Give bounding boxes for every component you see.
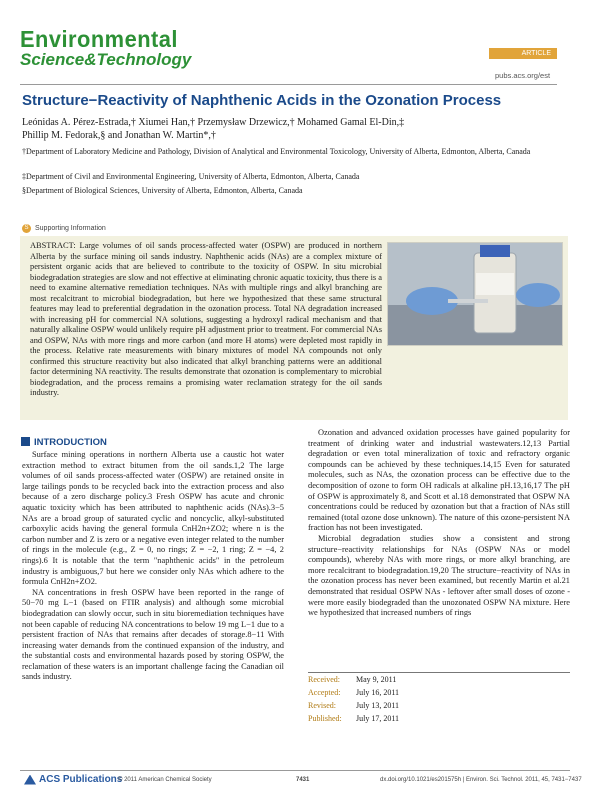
- date-accepted: Accepted: July 16, 2011: [308, 688, 400, 697]
- acs-logo-icon: [24, 775, 36, 785]
- supporting-info-link[interactable]: [22, 224, 106, 233]
- author-line-1: Leónidas A. Pérez-Estrada,† Xiumei Han,† Przemysław Drzewicz,† Mohamed Gamal El-Din,‡: [22, 117, 405, 128]
- body-column-left: [22, 450, 284, 683]
- date-revised: Revised: July 13, 2011: [308, 701, 400, 710]
- article-type-tag: ARTICLE: [489, 48, 557, 59]
- publication-dates: [308, 672, 570, 725]
- paragraph: NA concentrations in fresh OSPW have been reported in the range of 50−70 mg L−1 (based on FTIR analysis) and although some microbial biodegradation can slowly occur, such in situ bioremediation techniques have not been capable of reducing NA concentrations to below 19 mg L−1 due to a persistent fraction of NAs that remains after decades of storage.8−11 With increasing water demands from the continued expansion of the industry, and the substantial costs and environmental hazards posed by storing OSPW, the reclamation of these waters is an important challenge facing the Canadian oil sands industry.: [22, 587, 284, 682]
- copyright-notice: © 2011 American Chemical Society: [118, 777, 212, 783]
- article-title: Structure−Reactivity of Naphthenic Acids in the Ozonation Process: [22, 92, 502, 109]
- section-marker-icon: [21, 437, 30, 446]
- date-published: Published: July 17, 2011: [308, 714, 400, 723]
- journal-logo-environmental: Environmental: [20, 26, 178, 52]
- supporting-info-icon: S: [22, 224, 31, 233]
- section-heading-introduction: INTRODUCTION: [34, 437, 107, 448]
- body-column-right: [308, 428, 570, 619]
- date-received: Received: May 9, 2011: [308, 675, 397, 684]
- paragraph: Surface mining operations in northern Alberta use a caustic hot water extraction method to extract bitumen from the oil sands.1,2 The large volumes of oil sands process-affected water (OSPW) are retained onsite in large tailings ponds to be recycled back into the extraction process and also because of a zero discharge policy.3 Fresh OSPW has acute and chronic aquatic toxicity which has been attributed to naphthenic acids (NAs).3−5 NAs are a broad group of saturated cyclic and noncyclic, alkyl-substituted carboxylic acids having the general formula CnH2n+ZO2; where n is the carbon number and Z is zero or a negative even integer related to the number of rings in the molecule (e.g., Z = 0, no rings; Z = −2, 1 ring; Z = −4, 2 rings).6 It is notable that the term "naphthenic acids" in the petroleum industry is ambiguous,7 but here we consider only NAs which adhere to the formula CnH2n+ZO2.: [22, 450, 284, 587]
- journal-url-link[interactable]: pubs.acs.org/est: [495, 71, 551, 80]
- page-number: 7431: [296, 777, 310, 783]
- acs-publications-logo[interactable]: [24, 774, 122, 785]
- header-divider: [20, 84, 557, 85]
- author-list: [22, 116, 562, 142]
- abstract-text: [30, 241, 558, 399]
- doi-citation[interactable]: dx.doi.org/10.1021/es201575h | Environ. Sci. Technol. 2011, 45, 7431−7437: [380, 777, 582, 783]
- footer-divider: [20, 770, 570, 771]
- paragraph: Ozonation and advanced oxidation processes have gained popularity for treatment of drinking water and industrial wastewaters.12,13 Partial degradation or even total mineralization of toxic and refractory organic compounds can be achieved by these techniques.14,15 Even for saturated molecules, such as NAs, the ozonation process can be effective due to the decomposition of ozone to form OH radicals at alkaline pH.13,16,17 The pH of OSPW is approximately 8, and Scott et al.18 demonstrated that OSPW NA concentrations could be reduced by ozonation but that a fraction of NAs still remained (total ozone dose unknown). The nature of this ozone-persistent NA fraction has not been investigated.: [308, 428, 570, 533]
- affiliation-1: †Department of Laboratory Medicine and Pathology, Division of Analytical and Environmental Toxicology, University of Alberta, Edmonton, Alberta, Canada: [22, 147, 531, 156]
- affiliation-3: §Department of Biological Sciences, University of Alberta, Edmonton, Alberta, Canada: [22, 186, 303, 195]
- author-line-2: Phillip M. Fedorak,§ and Jonathan W. Martin*,†: [22, 130, 216, 141]
- supporting-info-label: Supporting Information: [35, 225, 106, 232]
- paragraph: Microbial degradation studies show a consistent and strong structure−reactivity relationships for NAs (OSPW NAs or model compounds), whereby NAs with more rings, or more alkyl branching, are more recalcitrant to biodegradation.19,20 The structure−reactivity of NAs in the ozonation process has never been examined, but recently Martin et al.21 demonstrated that residual OSPW NAs - leftover after small doses of ozone - were more easily biodegraded than the unozonated OSPW NA mixture. Here we hypothesized that increased numbers of rings: [308, 533, 570, 618]
- affiliation-2: ‡Department of Civil and Environmental Engineering, University of Alberta, Edmonton, Alberta, Canada: [22, 172, 360, 181]
- journal-logo-science-technology: Science&Technology: [20, 50, 192, 69]
- abstract-body: ABSTRACT: Large volumes of oil sands process-affected water (OSPW) are produced in northern Alberta by the surface mining oil sands industry. Naphthenic acids (NAs) are a complex mixture of persistent organic acids that are believed to contribute to the toxicity of OSPW. In situ microbial biodegradation strategies are slow and not effective at eliminating chronic aquatic toxicity, thus there is a need to examine alternative remediation techniques. NAs with multiple rings and alkyl branching are most recalcitrant to microbial biodegradation, but here we hypothesized that these same structural features may lead to preferential degradation in the ozonation process. Total NA degradation increased with increasing pH for commercial NA solutions, suggesting a hydroxyl radical mechanism and that naturally alkaline OSPW would unlikely require pH adjustment prior to treatment. For commercial NAs and OSPW, NAs with more rings and more carbon (and more H atoms) were depleted most rapidly in the process. Relative rate measurements with binary mixtures of model NA compounds not only confirmed this structure reactivity but also indicated that alkyl branching patterns were an additional factor determining NA reactivity. The results demonstrate that ozonation is complementary to microbial biodegradation, and the process remains a promising water reclamation strategy for the oil sands industry.: [30, 241, 382, 397]
- publisher-name: ACS Publications: [39, 774, 123, 785]
